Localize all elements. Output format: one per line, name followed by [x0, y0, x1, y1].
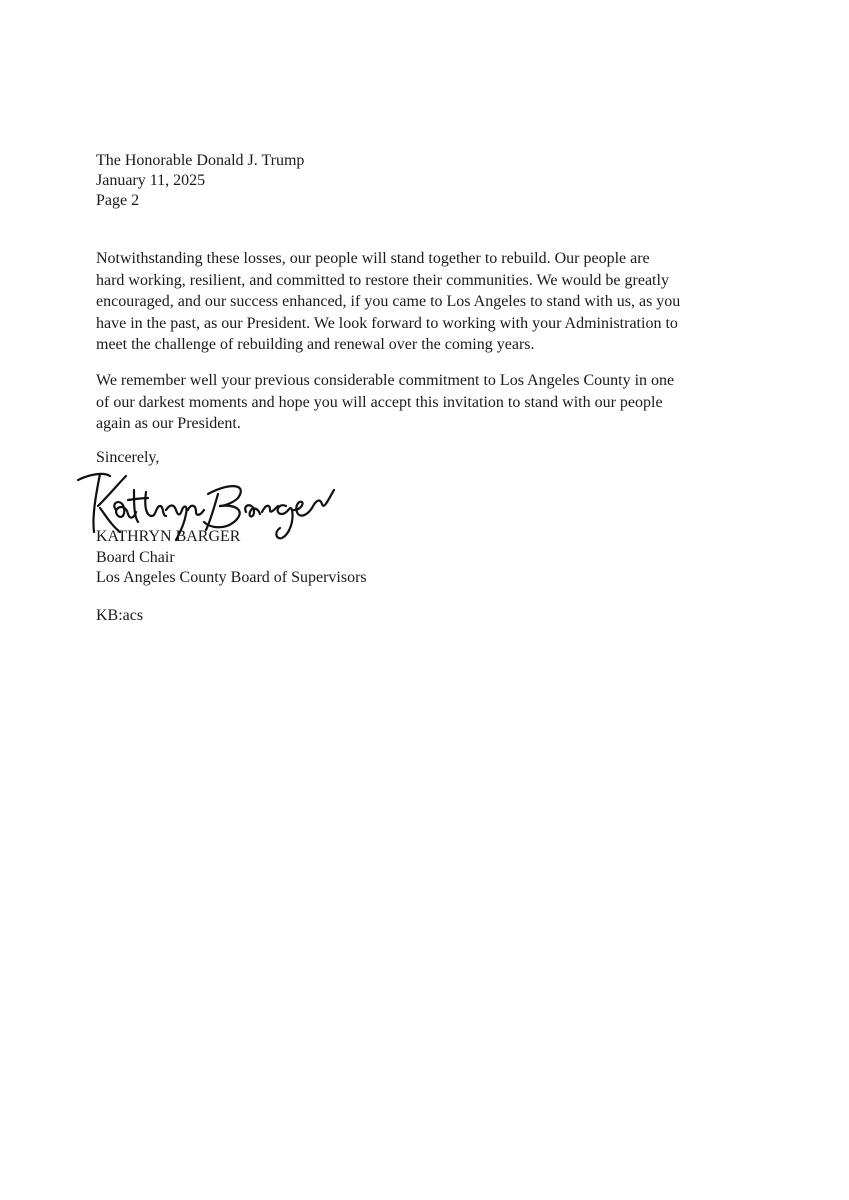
- paragraph-line: meet the challenge of rebuilding and renewal over the coming years.: [96, 336, 535, 353]
- recipient-line: The Honorable Donald J. Trump: [96, 152, 305, 169]
- paragraph-line: of our darkest moments and hope you will accept this invitation to stand with our people: [96, 393, 663, 411]
- signer-block: [96, 527, 367, 589]
- date-line: January 11, 2025: [96, 172, 206, 189]
- body-paragraph-2: [96, 370, 776, 435]
- paragraph-line: again as our President.: [96, 415, 241, 432]
- signer-organization: Los Angeles County Board of Supervisors: [96, 569, 367, 586]
- paragraph-line: have in the past, as our President. We look forward to working with your Administration to: [96, 314, 678, 332]
- reference-initials: KB:acs: [96, 607, 144, 624]
- paragraph-line: We remember well your previous considerable commitment to Los Angeles County in one: [96, 372, 675, 389]
- paragraph-line: Notwithstanding these losses, our people will stand together to rebuild. Our people are: [96, 250, 650, 267]
- closing-salutation: Sincerely,: [96, 449, 160, 466]
- body-paragraph-1: [96, 248, 776, 356]
- letter-header: [96, 151, 776, 211]
- signer-title: Board Chair: [96, 548, 175, 566]
- paragraph-line: hard working, resilient, and committed to restore their communities. We would be greatly: [96, 271, 669, 289]
- paragraph-line: encouraged, and our success enhanced, if you came to Los Angeles to stand with us, as you: [96, 293, 681, 310]
- signer-name: KATHRYN BARGER: [96, 528, 241, 545]
- page-number: Page 2: [96, 192, 140, 209]
